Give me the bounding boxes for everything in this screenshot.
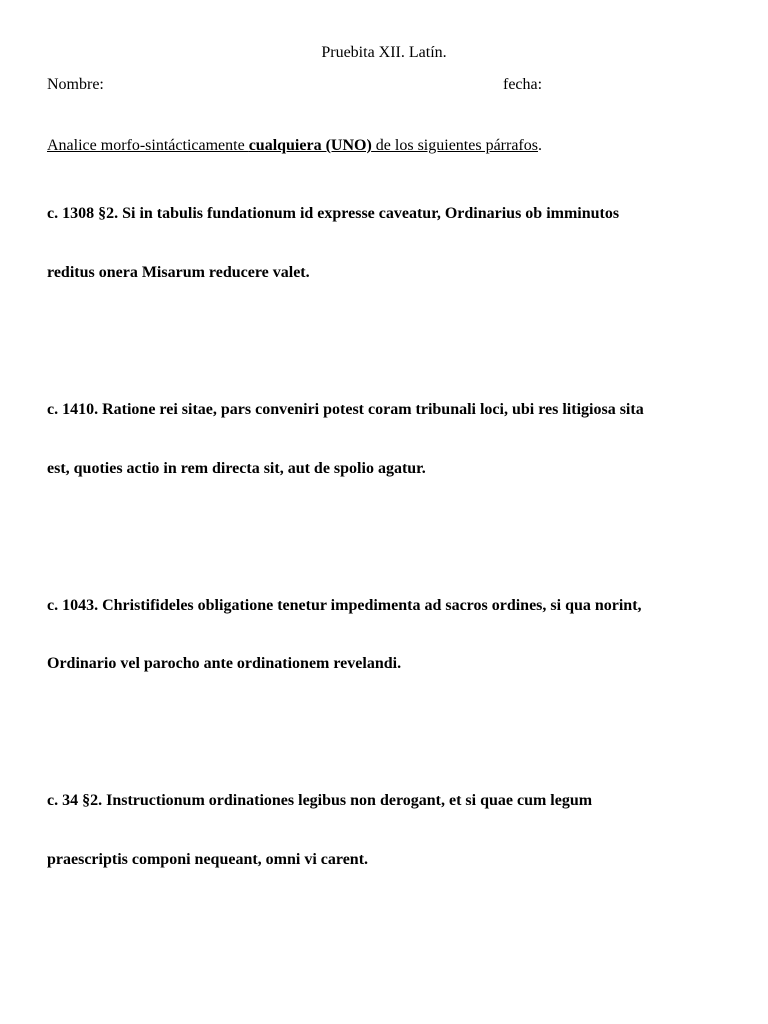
page-title: Pruebita XII. Latín. [321,44,447,61]
name-label: Nombre: [47,76,104,93]
paragraph-3-line-2: Ordinario vel parocho ante ordinationem revelandi. [47,655,402,672]
instruction-part2: de los siguientes párrafos [371,137,538,154]
paragraph-4-line-1: c. 34 §2. Instructionum ordinationes legibus non derogant, et si quae cum legum [47,792,593,809]
paragraph-4-line-2: praescriptis componi nequeant, omni vi carent. [47,851,369,868]
paragraph-3-line-1: c. 1043. Christifideles obligatione tenetur impedimenta ad sacros ordines, si qua norint, [47,597,642,614]
instruction-end: . [537,137,542,154]
paragraph-2-line-2: est, quoties actio in rem directa sit, aut de spolio agatur. [47,460,426,477]
instruction-bold: cualquiera (UNO) [248,137,372,154]
instruction-text [47,137,542,155]
paragraph-2-line-1: c. 1410. Ratione rei sitae, pars conveniri potest coram tribunali loci, ubi res litigiosa sita [47,401,644,418]
paragraph-1-line-2: reditus onera Misarum reducere valet. [47,264,310,281]
paragraph-1-line-1: c. 1308 §2. Si in tabulis fundationum id expresse caveatur, Ordinarius ob imminutos [47,205,620,222]
instruction-part1: Analice morfo-sintácticamente [47,137,249,154]
date-label: fecha: [503,76,543,93]
